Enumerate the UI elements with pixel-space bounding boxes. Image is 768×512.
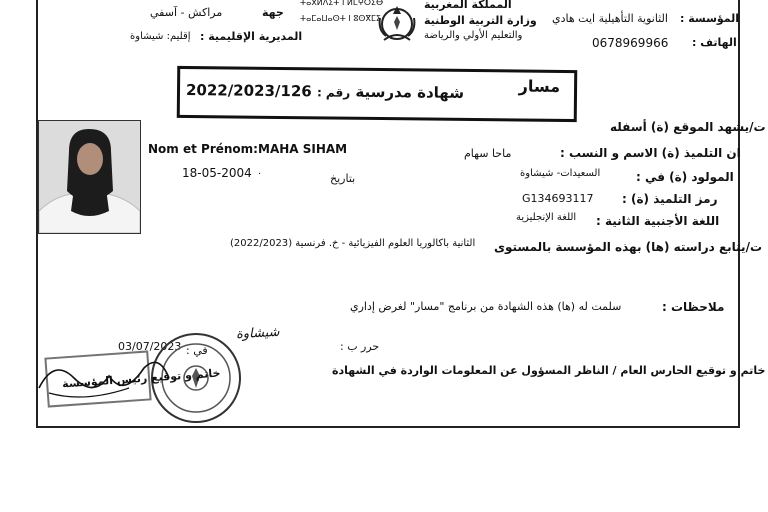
name-fr-value: MAHA SIHAM [258, 142, 348, 156]
remarks-label: ملاحظات : [662, 300, 725, 314]
language-label: اللغة الأجنبية الثانية : [596, 214, 720, 228]
remarks-value: سلمت له (ها) هذه الشهادة من برنامج "مسار" لغرض إداري [350, 300, 622, 313]
coat-of-arms-icon [374, 0, 420, 46]
birth-date-dot: . [258, 166, 262, 177]
name-ar-label: ان التلميذ (ة) الاسم و النسب : [560, 146, 741, 160]
level-value: الثانية باكالوريا العلوم الفيزيائية - خ. فرنسية (2022/2023) [230, 238, 476, 249]
directorate-value: إقليم: شيشاوة [130, 31, 191, 42]
birth-date-label: بتاريخ [330, 172, 356, 185]
certificate-number: 2022/2023/126 [185, 81, 312, 101]
student-code-label: رمز التلميذ (ة) : [622, 192, 718, 206]
date-label: في : [186, 344, 208, 357]
signature-line: خاتم و توقيع الحارس العام / الناظر المسؤول عن المعلومات الواردة في الشهادة [332, 364, 766, 377]
ministry-line-1: وزارة التربية الوطنية [424, 14, 537, 27]
student-photo [38, 120, 141, 234]
massar-logo: مسار [518, 76, 561, 96]
issued-place: شيشاوة [235, 324, 280, 343]
ministry-line-2: والتعليم الأولي والرياضة [424, 30, 523, 41]
kingdom-name: المملكة المغربية [424, 0, 512, 11]
issued-label: حرر ب : [340, 340, 380, 353]
name-ar-value: ماحا سهام [464, 147, 512, 160]
tifinagh-line-2: ⵜⴰⵎⴰⵡⴰⵙⵜ ⵏ ⵓⵙⴳⵎⵉ [300, 14, 381, 23]
birth-place-label: المولود (ة) في : [636, 170, 734, 184]
date-value: 03/07/2023 [118, 340, 182, 353]
institution-label: المؤسسة : [680, 12, 740, 25]
tifinagh-line-1: ⵜⴰⴳⵍⴷⵉⵜ ⵏ ⵍⵎⵖⵔⵉⴱ [300, 0, 384, 7]
level-label: ت/يتابع دراسته (ها) بهذه المؤسسة بالمستوى [494, 240, 763, 254]
certificate-number-prefix: رقم : [316, 85, 351, 100]
intro-text: ت/يشهد الموقع (ة) أسفله [610, 120, 766, 134]
certificate-title: شهادة مدرسية [355, 82, 465, 102]
birth-date-value: 18-05-2004 [182, 166, 252, 180]
institution-value: الثانوية التأهيلية ايت هادي [552, 12, 668, 25]
handwritten-signature-icon [34, 348, 174, 408]
name-fr-label: Nom et Prénom: [148, 142, 258, 156]
birth-place-value: السعيدات- شيشاوة [520, 168, 601, 179]
student-portrait-icon [39, 121, 140, 233]
certificate-title-box [177, 66, 578, 122]
language-value: اللغة الإنجليزية [516, 212, 577, 223]
phone-label: الهاتف : [692, 36, 737, 49]
region-value: مراكش - آسفي [150, 6, 223, 19]
phone-value: 0678969966 [592, 36, 669, 50]
student-code-value: G134693117 [522, 192, 594, 205]
directorate-label: المديرية الإقليمية : [200, 30, 303, 43]
region-label: جهة [262, 6, 284, 19]
principal-stamp-text: خاتم و توقيع رئيس المؤسسة [61, 366, 221, 391]
